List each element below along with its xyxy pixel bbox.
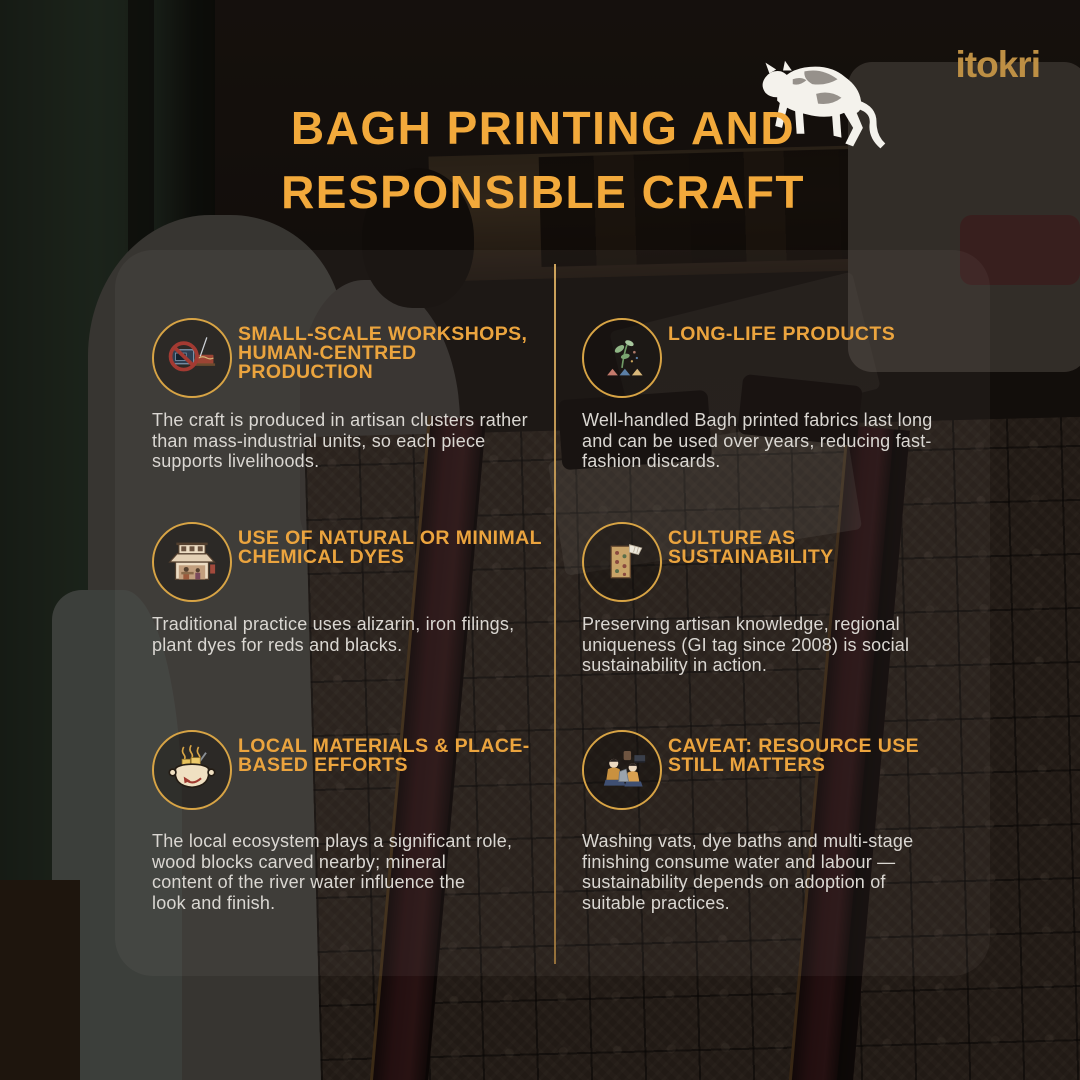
section-body: Preserving artisan knowledge, regional uniqueness (GI tag since 2008) is social sustainability in action.: [582, 614, 910, 675]
title-line-1: BAGH PRINTING AND: [290, 102, 796, 154]
leaves-icon: [582, 318, 662, 398]
section-body: The craft is produced in artisan clusters rather than mass-industrial units, so each piece supports livelihoods.: [152, 410, 528, 471]
section-heading: CULTURE AS SUSTAINABILITY: [668, 527, 834, 568]
artisans-icon: [582, 730, 662, 810]
section-body: Well-handled Bagh printed fabrics last long and can be used over years, reducing fast- fashion discards.: [582, 410, 933, 471]
page-title: [0, 96, 1080, 224]
section-heading: USE OF NATURAL OR MINIMAL CHEMICAL DYES: [238, 527, 542, 568]
section-body: Washing vats, dye baths and multi-stage finishing consume water and labour — sustainability depends on adoption of suitable practices.: [582, 831, 914, 913]
title-line-2: RESPONSIBLE CRAFT: [281, 166, 805, 218]
section-body: Traditional practice uses alizarin, iron filings, plant dyes for reds and blacks.: [152, 614, 515, 655]
fabric-hand-icon: [582, 522, 662, 602]
steaming-pot-icon: [152, 730, 232, 810]
section-heading: SMALL-SCALE WORKSHOPS, HUMAN-CENTRED PRODUCTION: [238, 323, 528, 383]
no-mass-production-icon: [152, 318, 232, 398]
section-heading: LOCAL MATERIALS & PLACE- BASED EFFORTS: [238, 735, 530, 776]
section-heading: CAVEAT: RESOURCE USE STILL MATTERS: [668, 735, 920, 776]
brand-logo: itokri: [955, 44, 1040, 85]
section-body: The local ecosystem plays a significant role, wood blocks carved nearby; mineral content of the river water influence the look and finish.: [152, 831, 513, 913]
section-heading: LONG-LIFE PRODUCTS: [668, 323, 896, 345]
workshop-icon: [152, 522, 232, 602]
